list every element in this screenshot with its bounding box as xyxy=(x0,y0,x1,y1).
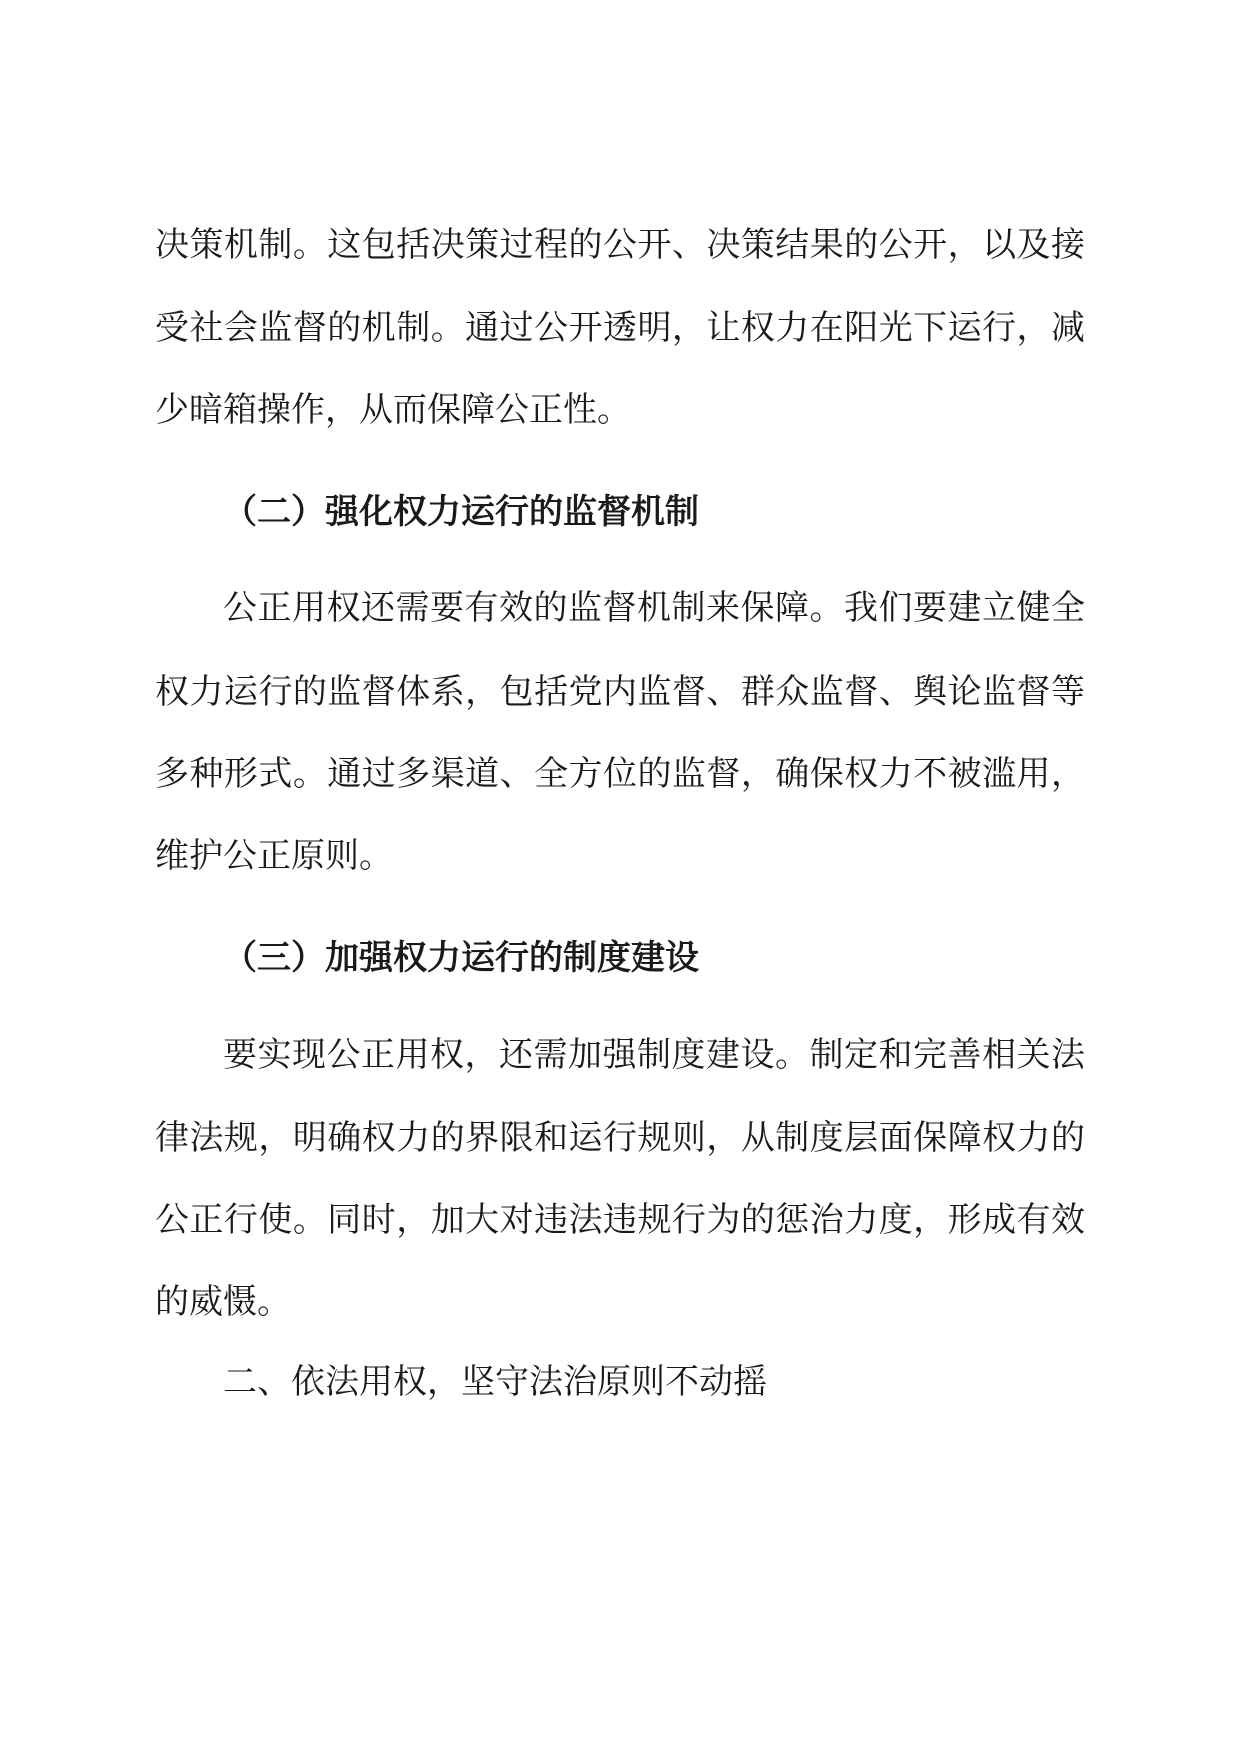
paragraph-line: 少暗箱操作，从而保障公正性。 xyxy=(155,390,631,430)
paragraph-line: 公正行使。同时，加大对违法违规行为的惩治力度，形成有效 xyxy=(155,1200,1085,1240)
paragraph-line: 公正用权还需要有效的监督机制来保障。我们要建立健全 xyxy=(223,588,1085,628)
paragraph-line: 要实现公正用权，还需加强制度建设。制定和完善相关法 xyxy=(223,1035,1085,1075)
section-subheading: （三）加强权力运行的制度建设 xyxy=(223,938,699,978)
paragraph-line: 权力运行的监督体系，包括党内监督、群众监督、舆论监督等 xyxy=(155,672,1085,712)
section-heading: 二、依法用权，坚守法治原则不动摇 xyxy=(223,1362,767,1402)
paragraph-line: 多种形式。通过多渠道、全方位的监督，确保权力不被滥用， xyxy=(155,754,1085,794)
paragraph-line: 受社会监督的机制。通过公开透明，让权力在阳光下运行，减 xyxy=(155,308,1085,348)
paragraph-line: 的威慑。 xyxy=(155,1282,291,1322)
paragraph-line: 律法规，明确权力的界限和运行规则，从制度层面保障权力的 xyxy=(155,1118,1085,1158)
section-subheading: （二）强化权力运行的监督机制 xyxy=(223,492,699,532)
paragraph-line: 决策机制。这包括决策过程的公开、决策结果的公开，以及接 xyxy=(155,225,1085,265)
paragraph-line: 维护公正原则。 xyxy=(155,836,393,876)
